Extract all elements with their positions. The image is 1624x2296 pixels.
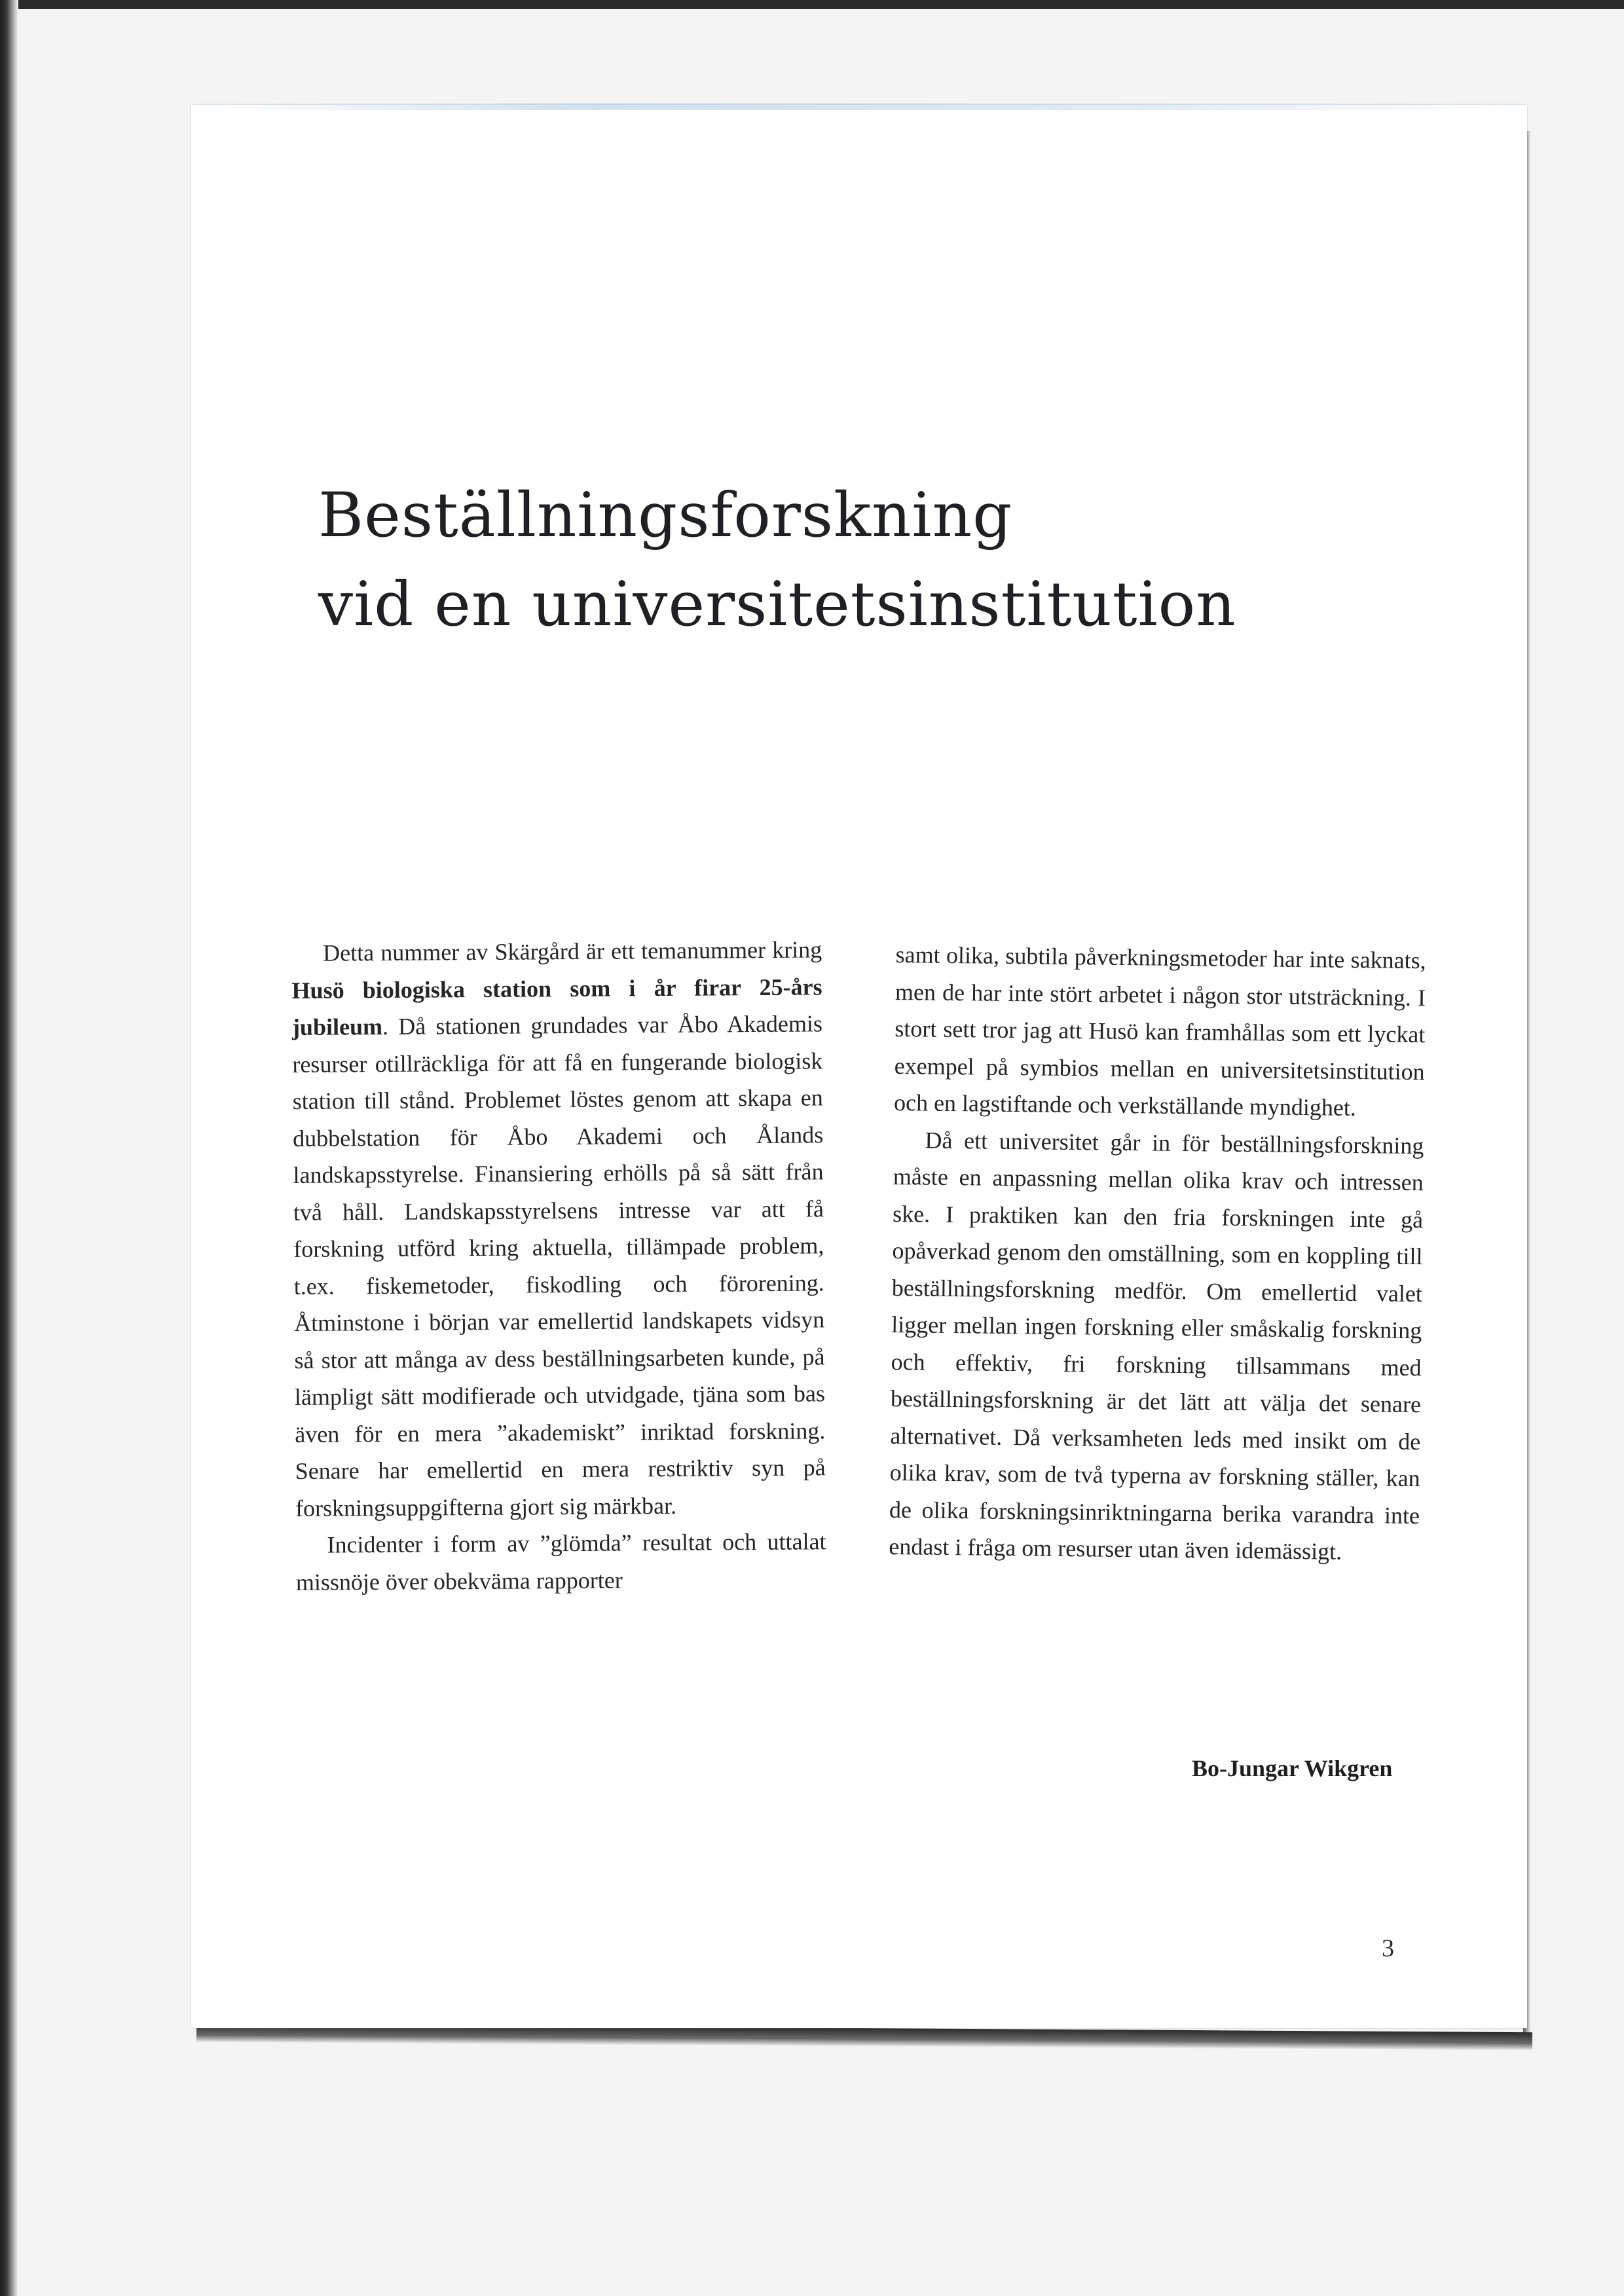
paragraph-incidents: Incidenter i form av ”glömda” resultat och uttalat missnöje över obekväma rapporter	[295, 1528, 826, 1595]
paragraph-intro-bold-phrase: Husö biologiska station som i år firar 25-års jubileum	[291, 973, 822, 1040]
article-title-line-1: Beställningsforskning	[318, 480, 1013, 551]
author-signature: Bo-Jungar Wikgren	[1192, 1755, 1393, 1781]
text-column-right	[889, 936, 1426, 1571]
page-number: 3	[1382, 1935, 1394, 1962]
text-column-left	[291, 931, 826, 1601]
article-title	[318, 471, 1431, 649]
paragraph-conclusion: Då ett universitet går in för beställningsforskning måste en anpassning mellan olika krav och intressen ske. I praktiken kan den fria forskningen inte gå opåverkad genom den omställning, som en koppling till beställningsforskning medför. Om emellertid valet ligger mellan ingen forskning eller småskalig forskning och effektiv, fri forskning tillsammans med beställningsforskning är det lätt att välja det senare alternativet. Då verksamheten leds med insikt om de olika krav, som de två typerna av forskning ställer, kan de olika forskningsinriktningarna berika varandra inte endast i fråga om resurser utan även idemässigt.	[889, 1127, 1424, 1565]
article-title-line-2: vid en universitetsinstitution	[318, 569, 1236, 640]
scan-top-edge	[0, 0, 1624, 9]
paragraph-intro-text-start: Detta nummer av Skärgård är ett temanummer kring	[323, 936, 822, 966]
paragraph-intro	[291, 931, 826, 1527]
scan-left-edge	[0, 0, 18, 2296]
page-top-edge-tint	[196, 103, 1532, 110]
paragraph-intro-text-end: . Då stationen grundades var Åbo Akademis resurser otillräckliga för att få en fungerande biologisk station till stånd. Problemet löstes genom att skapa en dubbelstation för Åbo Akademi och Ålands landskapsstyrelse. Finansiering erhölls på så sätt från två håll. Landskapsstyrelsens intresse var att få forskning utförd kring aktuella, tillämpade problem, t.ex. fiskemetoder, fiskodling och förorening. Åtminstone i början var emellertid landskapets vidsyn så stor att många av dess beställningsarbeten kunde, på lämpligt sätt modifierade och utvidgade, tjäna som bas även för en mera ”akademiskt” inriktad forskning. Senare har emellertid en mera restriktiv syn på forskningsuppgifterna gjort sig märkbar.	[292, 1010, 826, 1522]
paragraph-continued: samt olika, subtila påverkningsmetoder har inte saknats, men de har inte stört arbetet i någon stor utsträckning. I stort sett tror jag att Husö kan framhållas som ett lyckat exempel på symbios mellan en universitetsinstitution och en lagstiftande och verkställande myndighet.	[893, 941, 1426, 1121]
